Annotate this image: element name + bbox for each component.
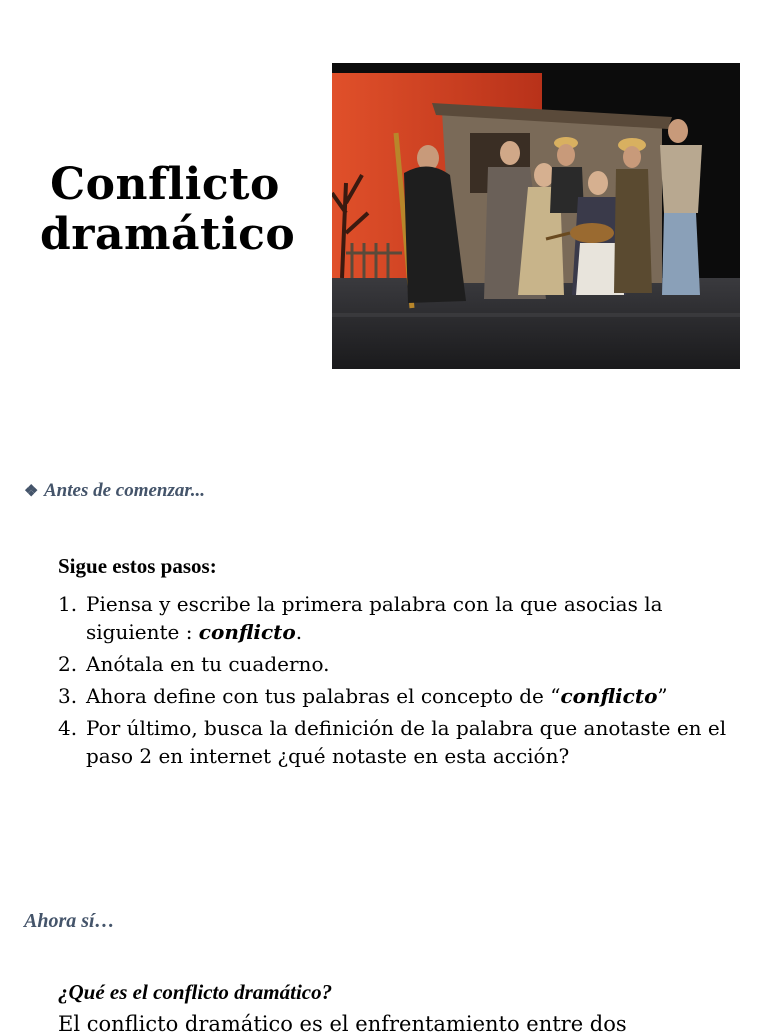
step-text-after: .: [295, 620, 303, 644]
steps-heading: Sigue estos pasos:: [58, 554, 217, 578]
list-item: [58, 682, 738, 710]
step-text: Ahora define con tus palabras el concepto de “: [86, 684, 561, 708]
step-emphasis: conflicto: [198, 620, 296, 644]
list-number: 1.: [58, 592, 78, 616]
step-emphasis: conflicto: [560, 684, 658, 708]
intro-text: Antes de comenzar...: [44, 480, 205, 501]
stage-scene-image: [332, 63, 740, 369]
stage-photo: [332, 63, 740, 369]
step-text: Por último, busca la definición de la palabra que anotaste en el paso 2 en internet ¿qué notaste en esta acción?: [86, 716, 727, 768]
step-text-after: ”: [657, 684, 668, 708]
step-text: Anótala en tu cuaderno.: [86, 652, 330, 676]
page-title: Conflicto dramático: [40, 159, 296, 260]
steps-list: [58, 590, 738, 774]
body-text-partial: El conflicto dramático es el enfrentamiento entre dos: [58, 1012, 627, 1036]
list-number: 3.: [58, 684, 78, 708]
section-heading: Ahora sí…: [24, 910, 115, 932]
list-item: [58, 590, 738, 646]
list-item: [58, 714, 738, 770]
intro-line: [24, 480, 205, 502]
list-number: 4.: [58, 716, 78, 740]
step-text: Piensa y escribe la primera palabra con la que asocias la siguiente :: [86, 592, 663, 644]
list-item: [58, 650, 738, 678]
diamond-bullet-icon: ❖: [24, 483, 39, 500]
question-heading: ¿Qué es el conflicto dramático?: [58, 980, 333, 1004]
list-number: 2.: [58, 652, 78, 676]
